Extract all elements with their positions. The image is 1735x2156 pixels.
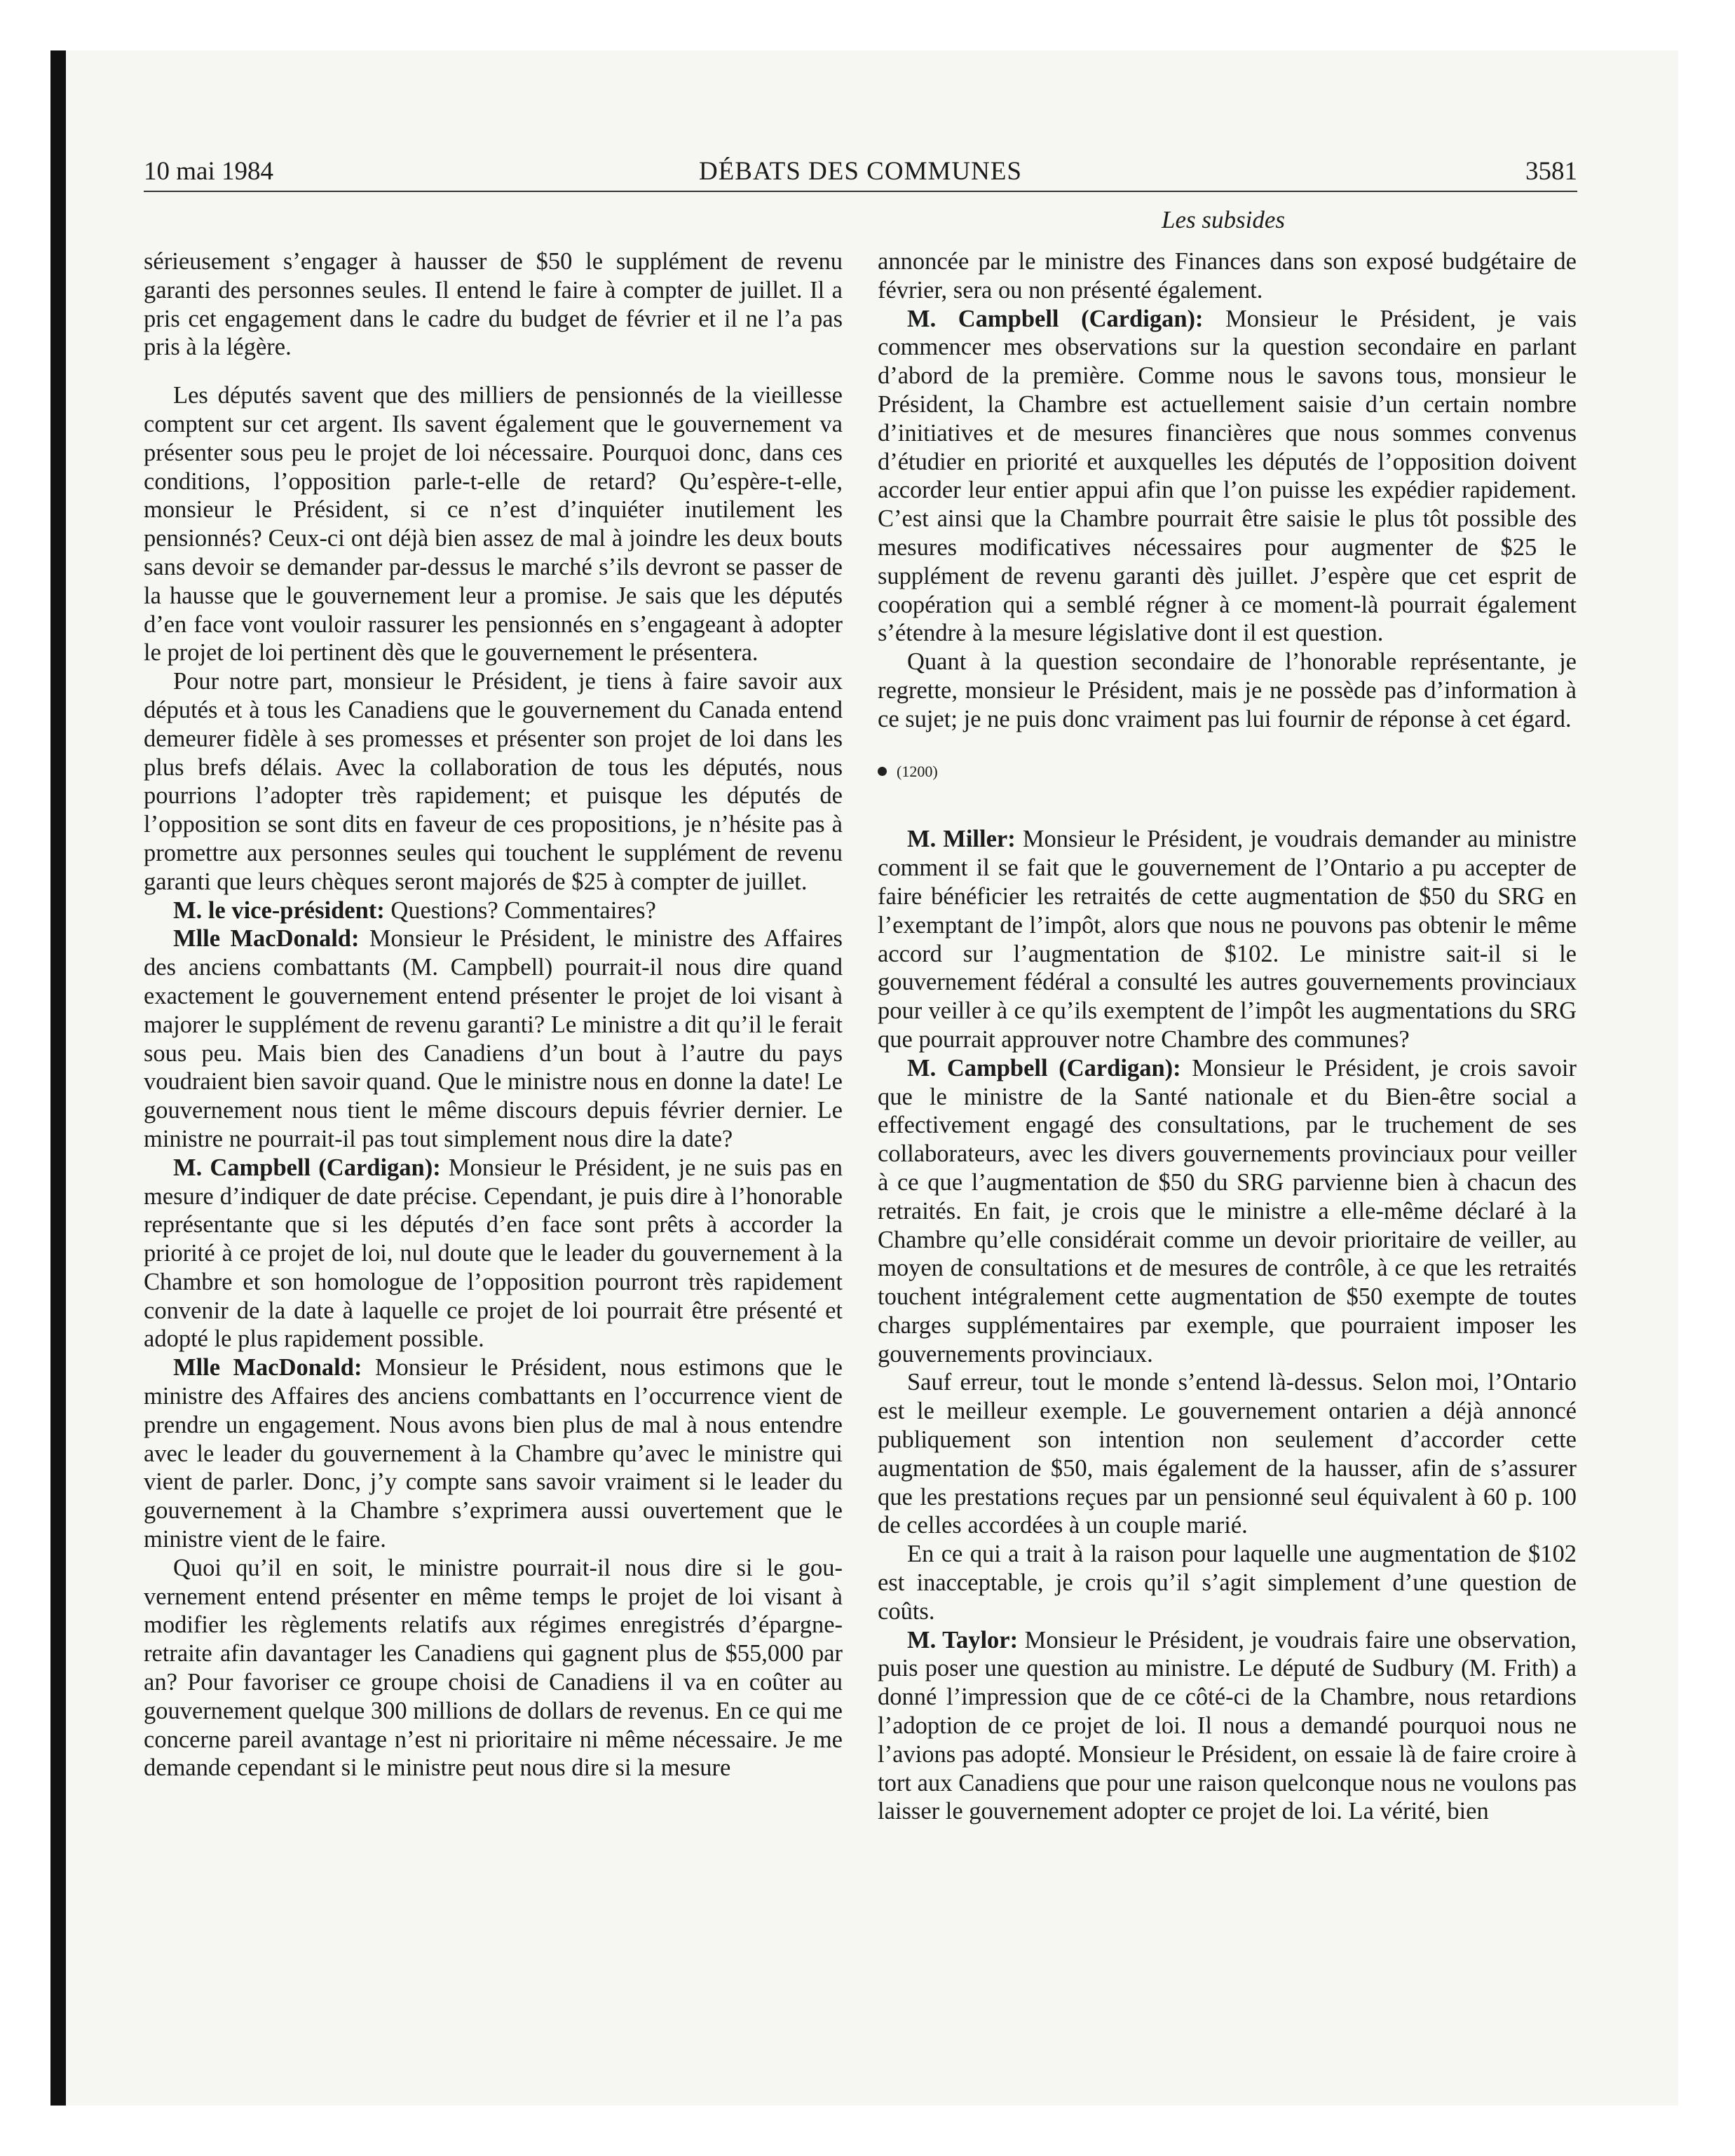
speech-text: Monsieur le Président, je voudrais faire une observation, puis poser une question au ministre. Le député de Sudbury (M. Frith) a donné l’impression que de ce côté-ci de la Chambre, nous retardions l’adoption de ce projet de loi. Il nous a demandé pourquoi nous ne l’avions pas adopté. Monsieur le Président, on essaie là de faire croire à tort aux Canadiens que pour une raison quelconque nous ne voulons pas laisser le gouvernement adopter ce projet de loi. La vérité, bien [878,1626,1577,1825]
speaker-name: M. Campbell (Cardigan): [907,1054,1181,1082]
speech-text: Monsieur le Président, le ministre des Affaires des anciens combattants (M. Campbell) pourrait-il nous dire quand exactement le gouvernement entend présenter le projet de loi visant à majorer le supplément de revenu garanti? Le ministre a dit qu’il le ferait sous peu. Mais bien des Canadiens d’un bout à l’autre du pays voudraient bien savoir quand. Que le ministre nous en donne la date! Le gouvernement nous tient le même discours depuis février dernier. Le ministre ne pourrait-il pas tout simplement nous dire la date? [144,925,843,1152]
paragraph: Pour notre part, monsieur le Président, je tiens à faire savoir aux députés et à tous les Canadiens que le gouvernement du Canada entend demeurer fidèle à ses promesses et présenter son projet de loi dans les plus brefs délais. Avec la collaboration de tous les députés, nous pourrions l’adopter très rapidement; et puisque les députés de l’opposition se sont dits en faveur de ces propositions, je n’hésite pas à promettre aux personnes seules qui touchent le supplément de revenu garanti que leurs chèques seront majorés de $25 à compter de juillet. [144,668,843,895]
speech [878,1054,1577,1369]
speech [144,1353,843,1554]
speech-text: Monsieur le Président, je vais commencer mes observations sur la question secondaire en parlant d’abord de la première. Comme nous le savons tous, monsieur le Président, la Chambre est actuellement saisie d’un certain nombre d’initiatives et de mesures financières que nous sommes convenus d’étudier en priorité et auxquelles les députés de l’opposition doivent accorder leur entier appui afin que l’on puisse les expédier rapidement. C’est ainsi que la Chambre pourrait être saisie le plus tôt possible des mesures modificatives nécessaires pour augmenter de $25 le supplément de revenu garanti dès juillet. J’espère que cet esprit de coopération qui a semblé régner à ce moment-là pourrait également s’étendre à la mesure législative dont il est question. [878,305,1577,647]
right-column [878,247,1577,1826]
paragraph: annoncée par le ministre des Finances dans son exposé budgétaire de février, sera ou non présenté également. [878,248,1577,303]
paragraph: Quant à la question secondaire de l’honorable représentante, je regrette, monsieur le Président, mais je ne possède pas d’information à ce sujet; je ne puis donc vraiment pas lui fournir de réponse à cet égard. [878,648,1577,732]
speech-text: Monsieur le Président, je voudrais demander au ministre comment il se fait que le gouvernement de l’Ontario a pu accepter de faire bénéficier les retraités de cette augmentation de $50 du SRG en l’exemptant de l’impôt, alors que nous ne pouvons pas obtenir le même accord sur l’augmentation de $102. Le ministre sait-il si le gouvernement fédéral a consulté les autres gouvernements provinciaux pour veiller à ce qu’ils exemptent de l’impôt les augmentations du SRG que pourrait approuver notre Chambre des communes? [878,826,1577,1053]
header-page-number: 3581 [1525,157,1577,186]
paragraph: Les députés savent que des milliers de pensionnés de la vieillesse comptent sur cet argent. Ils savent également que le gouvernement va présenter sous peu le projet de loi nécessaire. Pourquoi donc, dans ces conditions, l’opposition parle-t-elle de retard? Qu’espère-t-elle, monsieur le Président, si ce n’est d’inquiéter inutilement les pensionnés? Ceux-ci ont déjà bien assez de mal à joindre les deux bouts sans devoir se demander par-dessus le marché s’ils devront se passer de la hausse que le gouvernement leur a promise. Je sais que les députés d’en face vont vouloir rassurer les pensionnés en s’engageant à adopter le projet de loi pertinent dès que le gouvernement le présentera. [144,382,843,667]
speaker-name: M. Miller: [907,826,1016,853]
speech-text: Questions? Commentaires? [384,896,656,924]
header-date: 10 mai 1984 [144,157,273,186]
speech [144,896,843,925]
time-marker [878,758,1577,786]
speech [144,1154,843,1354]
paragraph: Sauf erreur, tout le monde s’entend là-dessus. Selon moi, l’Ontario est le meilleur exemple. Le gouvernement ontarien a déjà annoncé publiquement son intention non seulement d’accorder cette augmentation de $50, mais également de la hausser, afin de s’assurer que les prestations reçues par un pensionné seul équivalent à 60 p. 100 de celles accordées à un couple marié. [878,1369,1577,1539]
speaker-name: Mlle MacDonald: [173,1354,362,1381]
speaker-name: M. Campbell (Cardigan): [907,305,1204,332]
speaker-name: Mlle MacDonald: [173,925,360,953]
bullet-icon [878,767,887,776]
speech-text: Monsieur le Président, je ne suis pas en mesure d’indiquer de date précise. Cependant, je puis dire à l’honorable représentante que si les députés d’en face sont prêts à accorder la priorité à ce projet de loi, nul doute que le leader du gouvernement à la Chambre et son homologue de l’opposition pourront très rapidement convenir de la date à laquelle ce projet de loi pourrait être présenté et adopté le plus rapidement possible. [144,1154,843,1353]
speech [144,925,843,1153]
speaker-name: M. Taylor: [907,1626,1019,1653]
scan-edge [50,50,66,2106]
left-column [144,247,843,1782]
speaker-name: M. Campbell (Cardigan): [173,1154,441,1181]
speech-text: Monsieur le Président, je crois savoir que le ministre de la Santé nationale et du Bien-être social a effectivement engagé des consultations, par le truchement de ses collaborateurs, avec les divers gouvernements provinciaux pour veiller à ce que l’augmentation de $50 du SRG parvienne bien à chacun des retraités. En fait, je crois que le ministre a elle-même déclaré à la Chambre qu’elle considérait comme un devoir prioritaire de veiller, au moyen de consultations et de mesures de contrôle, à ce que les retraités touchent intégralement cette augmentation de $50 exempte de toutes charges supplémentaires par exemple, que pourraient imposer les gouvernements provinciaux. [878,1054,1577,1367]
speaker-name: M. le vice-président: [173,896,385,924]
paragraph: sérieusement s’engager à hausser de $50 le supplément de revenu garanti des personnes seules. Il entend le faire à compter de juillet. Il a pris cet engagement dans le cadre du budget de février et il ne l’a pas pris à la légère. [144,248,843,361]
time-marker-label: (1200) [897,762,938,780]
header-title: DÉBATS DES COMMUNES [698,157,1022,186]
speech [878,1626,1577,1827]
speech [878,305,1577,648]
speech [878,825,1577,1053]
page-header [144,154,1577,192]
section-title: Les subsides [1162,206,1285,233]
paragraph: En ce qui a trait à la raison pour laquelle une augmentation de $102 est inacceptable, je crois qu’il s’agit simplement d’une question de coûts. [878,1541,1577,1625]
speech-text: Monsieur le Président, nous estimons que le ministre des Affaires des anciens combattants en l’occurrence vient de prendre un engagement. Nous avons bien plus de mal à nous entendre avec le leader du gouvernement à la Chambre qu’avec le ministre qui vient de parler. Donc, j’y compte sans savoir vraiment si le leader du gouvernement à la Chambre s’exprimera aussi ouvertement que le ministre vient de le faire. [144,1354,843,1553]
paragraph: Quoi qu’il en soit, le ministre pourrait-il nous dire si le gouvernement entend présenter en même temps le projet de loi visant à modifier les règlements relatifs aux régimes enregistrés d’épargne-retraite afin davantager les Canadiens qui gagnent plus de $55,000 par an? Pour favoriser ce groupe choisi de Canadiens il va en coûter au gouvernement quelque 300 millions de dollars de revenus. En ce qui me concerne pareil avantage n’est ni prioritaire ni même nécessaire. Je me demande cependant si le ministre peut nous dire si la mesure [144,1554,843,1782]
